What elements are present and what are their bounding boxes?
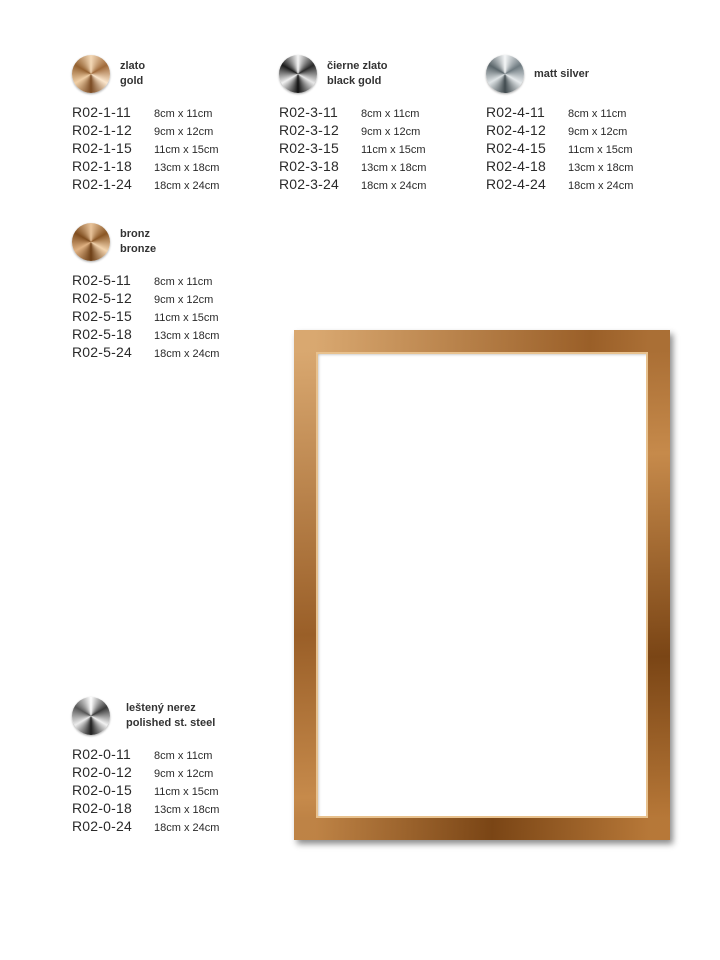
frame-size: 11cm x 15cm [361, 144, 426, 156]
product-code: R02-5-12 [72, 290, 132, 306]
frame-size: 18cm x 24cm [154, 822, 220, 834]
size-row [72, 764, 219, 782]
product-code: R02-0-24 [72, 818, 132, 834]
frame-size: 18cm x 24cm [568, 180, 634, 192]
product-code: R02-3-11 [279, 104, 338, 120]
polished-steel-swatch-icon [72, 697, 110, 735]
frame-size: 11cm x 15cm [154, 786, 219, 798]
picture-frame-image [294, 330, 670, 840]
size-list [72, 104, 219, 194]
finish-name-sk: bronz [120, 228, 150, 240]
product-code: R02-3-12 [279, 122, 339, 138]
size-row [72, 308, 219, 326]
product-code: R02-5-18 [72, 326, 132, 342]
product-code: R02-1-15 [72, 140, 132, 156]
product-code: R02-1-24 [72, 176, 132, 192]
frame-size: 9cm x 12cm [154, 294, 214, 306]
frame-size: 18cm x 24cm [154, 348, 220, 360]
frame-size: 9cm x 12cm [568, 126, 628, 138]
size-row [279, 140, 426, 158]
finish-name-en: gold [120, 75, 144, 87]
size-row [279, 122, 426, 140]
finish-labels [126, 701, 215, 731]
frame-size: 9cm x 12cm [154, 768, 214, 780]
matt-silver-swatch-icon [486, 55, 524, 93]
frame-size: 8cm x 11cm [154, 108, 213, 120]
finish-labels [534, 67, 589, 82]
size-row [279, 104, 426, 122]
size-row [279, 158, 426, 176]
frame-size: 13cm x 18cm [361, 162, 427, 174]
finish-group-bronze [72, 222, 219, 362]
size-row [486, 122, 633, 140]
product-code: R02-5-24 [72, 344, 132, 360]
size-row [72, 272, 219, 290]
finish-header [486, 54, 633, 94]
product-code: R02-3-24 [279, 176, 339, 192]
black-gold-swatch-icon [279, 55, 317, 93]
size-row [72, 344, 219, 362]
product-code: R02-4-15 [486, 140, 546, 156]
frame-opening [316, 352, 648, 818]
finish-header [279, 54, 426, 94]
size-list [72, 746, 219, 836]
size-row [72, 782, 219, 800]
finish-labels [120, 227, 156, 257]
frame-size: 8cm x 11cm [361, 108, 420, 120]
product-code: R02-0-11 [72, 746, 131, 762]
frame-size: 9cm x 12cm [361, 126, 421, 138]
frame-size: 13cm x 18cm [154, 162, 220, 174]
size-row [72, 290, 219, 308]
product-code: R02-5-15 [72, 308, 132, 324]
product-code: R02-4-12 [486, 122, 546, 138]
product-code: R02-0-12 [72, 764, 132, 780]
size-row [486, 104, 633, 122]
size-row [486, 176, 633, 194]
size-row [486, 140, 633, 158]
finish-name-en: polished st. steel [126, 717, 216, 729]
frame-size: 13cm x 18cm [568, 162, 634, 174]
finish-header [72, 54, 219, 94]
size-row [72, 176, 219, 194]
bronze-swatch-icon [72, 223, 110, 261]
finish-group-gold [72, 54, 219, 194]
size-row [72, 800, 219, 818]
size-list [279, 104, 426, 194]
product-code: R02-1-18 [72, 158, 132, 174]
size-row [72, 140, 219, 158]
size-row [486, 158, 633, 176]
finish-group-matt-silver [486, 54, 633, 194]
frame-size: 13cm x 18cm [154, 804, 220, 816]
frame-size: 11cm x 15cm [154, 144, 219, 156]
finish-name-en: black gold [327, 75, 382, 87]
product-code: R02-0-18 [72, 800, 132, 816]
product-code: R02-0-15 [72, 782, 132, 798]
size-list [486, 104, 633, 194]
frame-size: 8cm x 11cm [154, 750, 213, 762]
product-code: R02-5-11 [72, 272, 131, 288]
frame-size: 18cm x 24cm [361, 180, 427, 192]
frame-size: 11cm x 15cm [568, 144, 633, 156]
product-code: R02-4-24 [486, 176, 546, 192]
size-row [72, 326, 219, 344]
size-row [72, 746, 219, 764]
finish-name-sk: leštený nerez [126, 702, 196, 714]
frame-size: 8cm x 11cm [568, 108, 627, 120]
finish-header [72, 696, 219, 736]
product-code: R02-4-18 [486, 158, 546, 174]
product-code: R02-3-15 [279, 140, 339, 156]
finish-name-sk: zlato [120, 60, 146, 72]
size-row [72, 818, 219, 836]
frame-size: 9cm x 12cm [154, 126, 214, 138]
finish-labels [327, 59, 388, 89]
size-row [72, 104, 219, 122]
finish-group-polished-steel [72, 696, 219, 836]
frame-size: 8cm x 11cm [154, 276, 213, 288]
size-list [72, 272, 219, 362]
frame-size: 18cm x 24cm [154, 180, 220, 192]
gold-swatch-icon [72, 55, 110, 93]
finish-group-black-gold [279, 54, 426, 194]
size-row [279, 176, 426, 194]
finish-name-sk: čierne zlato [327, 60, 388, 72]
size-row [72, 122, 219, 140]
size-row [72, 158, 219, 176]
product-code: R02-4-11 [486, 104, 545, 120]
product-code: R02-3-18 [279, 158, 339, 174]
product-code: R02-1-11 [72, 104, 131, 120]
finish-header [72, 222, 219, 262]
frame-size: 13cm x 18cm [154, 330, 220, 342]
finish-name-en: bronze [120, 243, 157, 255]
finish-labels [120, 59, 145, 89]
finish-name-en: matt silver [534, 67, 590, 80]
frame-size: 11cm x 15cm [154, 312, 219, 324]
product-code: R02-1-12 [72, 122, 132, 138]
